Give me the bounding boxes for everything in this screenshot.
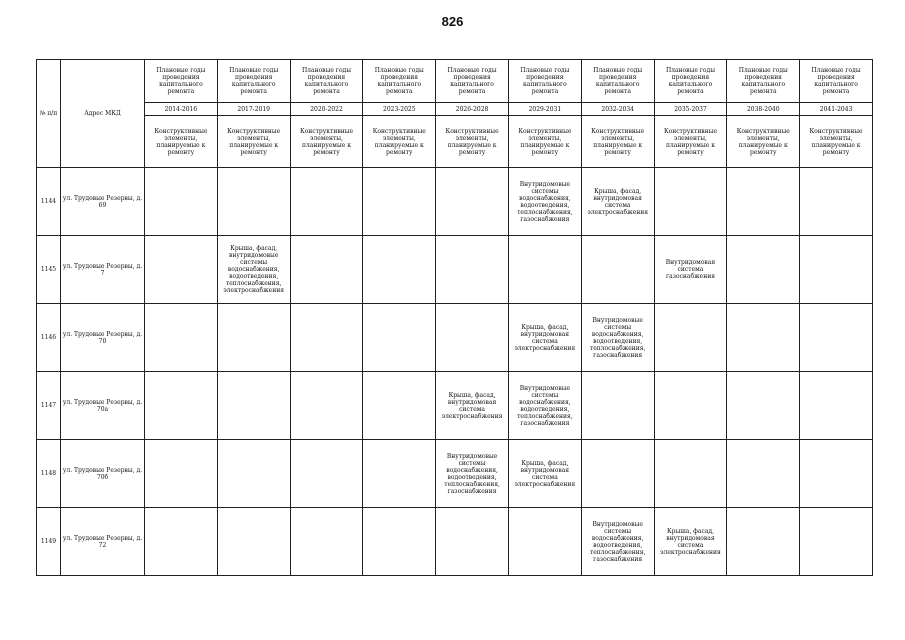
repair-elements-cell (508, 508, 581, 576)
column-header-elements: Конструктивные элементы, планируемые к ремонту (290, 116, 363, 168)
repair-elements-cell (654, 168, 727, 236)
column-header-years: 2020-2022 (290, 103, 363, 116)
repair-elements-cell (290, 168, 363, 236)
repair-elements-cell (290, 304, 363, 372)
column-header-elements: Конструктивные элементы, планируемые к ремонту (654, 116, 727, 168)
repair-elements-cell (363, 236, 436, 304)
repair-elements-cell: Крыша, фасад, внутридомовая система электроснабжения (581, 168, 654, 236)
repair-elements-cell (581, 236, 654, 304)
column-header-title: Плановые годы проведения капитального ремонта (654, 60, 727, 103)
repair-elements-cell (363, 168, 436, 236)
repair-elements-cell: Внутридомовые системы водоснабжения, водоотведения, теплоснабжения, газоснабжения (508, 372, 581, 440)
table-row (37, 440, 873, 508)
repair-elements-cell (363, 508, 436, 576)
column-header-elements: Конструктивные элементы, планируемые к ремонту (508, 116, 581, 168)
repair-elements-cell: Крыша, фасад, внутридомовые системы водоснабжения, водоотведения, теплоснабжения, электроснабжения (217, 236, 290, 304)
table-row (37, 508, 873, 576)
column-header-years: 2032-2034 (581, 103, 654, 116)
column-header-years: 2029-2031 (508, 103, 581, 116)
table-body (37, 168, 873, 576)
column-header-elements: Конструктивные элементы, планируемые к ремонту (800, 116, 873, 168)
repair-elements-cell (654, 304, 727, 372)
column-header-years: 2023-2025 (363, 103, 436, 116)
repair-elements-cell (727, 168, 800, 236)
page-number: 826 (441, 14, 464, 29)
row-number: 1149 (37, 508, 61, 576)
repair-elements-cell (145, 440, 218, 508)
repair-elements-cell (363, 372, 436, 440)
column-header-title: Плановые годы проведения капитального ремонта (727, 60, 800, 103)
column-header-years: 2035-2037 (654, 103, 727, 116)
row-address: ул. Трудовые Резервы, д. 70 (61, 304, 145, 372)
column-header-title: Плановые годы проведения капитального ремонта (436, 60, 509, 103)
repair-elements-cell (145, 304, 218, 372)
repair-elements-cell (800, 168, 873, 236)
column-header-title: Плановые годы проведения капитального ремонта (217, 60, 290, 103)
column-header-years: 2041-2043 (800, 103, 873, 116)
repair-elements-cell: Крыша, фасад, внутридомовая система электроснабжения (654, 508, 727, 576)
column-header-title: Плановые годы проведения капитального ремонта (800, 60, 873, 103)
repair-elements-cell: Внутридомовая система газоснабжения (654, 236, 727, 304)
column-header-elements: Конструктивные элементы, планируемые к ремонту (727, 116, 800, 168)
repair-elements-cell (727, 508, 800, 576)
row-address: ул. Трудовые Резервы, д. 72 (61, 508, 145, 576)
row-address: ул. Трудовые Резервы, д. 70б (61, 440, 145, 508)
table-header (37, 60, 873, 168)
repair-elements-cell: Внутридомовые системы водоснабжения, водоотведения, теплоснабжения, газоснабжения (508, 168, 581, 236)
column-header-title: Плановые годы проведения капитального ремонта (290, 60, 363, 103)
row-number: 1147 (37, 372, 61, 440)
row-number: 1144 (37, 168, 61, 236)
column-header-elements: Конструктивные элементы, планируемые к ремонту (436, 116, 509, 168)
column-header-title: Плановые годы проведения капитального ремонта (581, 60, 654, 103)
repair-elements-cell (290, 236, 363, 304)
repair-elements-cell (654, 440, 727, 508)
column-header-elements: Конструктивные элементы, планируемые к ремонту (217, 116, 290, 168)
repair-elements-cell (290, 440, 363, 508)
row-number: 1148 (37, 440, 61, 508)
repair-elements-cell: Внутридомовые системы водоснабжения, водоотведения, теплоснабжения, газоснабжения (581, 508, 654, 576)
repair-elements-cell (800, 236, 873, 304)
repair-elements-cell: Крыша, фасад, внутридомовая система электроснабжения (508, 304, 581, 372)
repair-elements-cell (581, 440, 654, 508)
column-header-years: 2014-2016 (145, 103, 218, 116)
column-header-years: 2017-2019 (217, 103, 290, 116)
repair-elements-cell (145, 372, 218, 440)
repair-elements-cell (727, 236, 800, 304)
row-address: ул. Трудовые Резервы, д. 7 (61, 236, 145, 304)
column-header-title: Плановые годы проведения капитального ремонта (145, 60, 218, 103)
column-header-elements: Конструктивные элементы, планируемые к ремонту (145, 116, 218, 168)
repair-elements-cell (217, 508, 290, 576)
table-row (37, 236, 873, 304)
table-row (37, 304, 873, 372)
repair-elements-cell (800, 508, 873, 576)
repair-elements-cell: Внутридомовые системы водоснабжения, водоотведения, теплоснабжения, газоснабжения (581, 304, 654, 372)
repair-elements-cell (145, 236, 218, 304)
repair-elements-cell: Крыша, фасад, внутридомовая система электроснабжения (436, 372, 509, 440)
repair-elements-cell (363, 304, 436, 372)
column-header-years: 2026-2028 (436, 103, 509, 116)
column-header-title: Плановые годы проведения капитального ремонта (363, 60, 436, 103)
repair-schedule-table (36, 59, 873, 576)
repair-elements-cell (363, 440, 436, 508)
repair-elements-cell (727, 304, 800, 372)
column-header-title: Плановые годы проведения капитального ремонта (508, 60, 581, 103)
row-number: 1145 (37, 236, 61, 304)
repair-elements-cell (727, 440, 800, 508)
header-row-subtitles (37, 116, 873, 168)
repair-elements-cell (145, 168, 218, 236)
repair-elements-cell (508, 236, 581, 304)
row-address: ул. Трудовые Резервы, д. 69 (61, 168, 145, 236)
repair-elements-cell (290, 508, 363, 576)
repair-elements-cell: Внутридомовые системы водоснабжения, водоотведения, теплоснабжения, газоснабжения (436, 440, 509, 508)
repair-elements-cell (217, 440, 290, 508)
repair-elements-cell (217, 304, 290, 372)
repair-elements-cell (436, 508, 509, 576)
repair-elements-cell (436, 236, 509, 304)
column-header-elements: Конструктивные элементы, планируемые к ремонту (581, 116, 654, 168)
repair-elements-cell (436, 168, 509, 236)
row-number: 1146 (37, 304, 61, 372)
repair-elements-cell (145, 508, 218, 576)
header-row-years (37, 103, 873, 116)
column-header-address: Адрес МКД (61, 60, 145, 168)
column-header-years: 2038-2040 (727, 103, 800, 116)
header-row-titles (37, 60, 873, 103)
repair-elements-cell (290, 372, 363, 440)
row-address: ул. Трудовые Резервы, д. 70а (61, 372, 145, 440)
column-header-elements: Конструктивные элементы, планируемые к ремонту (363, 116, 436, 168)
repair-elements-cell (581, 372, 654, 440)
repair-elements-cell: Крыша, фасад, внутридомовая система электроснабжения (508, 440, 581, 508)
repair-elements-cell (800, 304, 873, 372)
table-row (37, 372, 873, 440)
repair-elements-cell (217, 372, 290, 440)
repair-elements-cell (800, 372, 873, 440)
repair-elements-cell (727, 372, 800, 440)
repair-elements-cell (800, 440, 873, 508)
column-header-number: № п/п (37, 60, 61, 168)
repair-elements-cell (654, 372, 727, 440)
repair-elements-cell (217, 168, 290, 236)
repair-elements-cell (436, 304, 509, 372)
table-row (37, 168, 873, 236)
